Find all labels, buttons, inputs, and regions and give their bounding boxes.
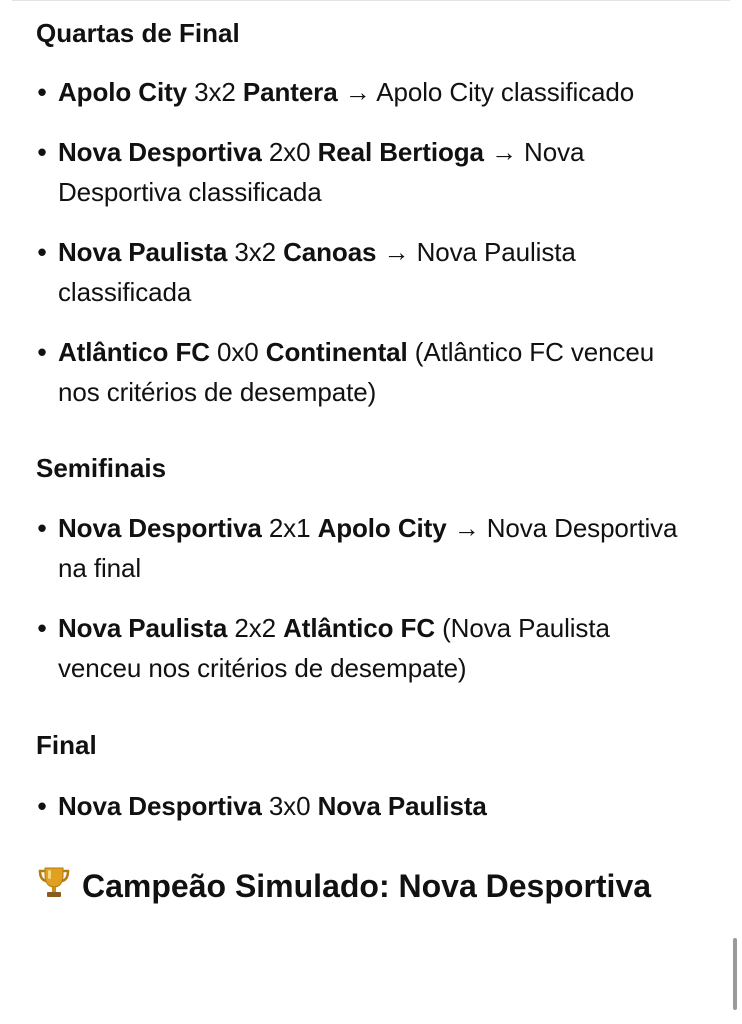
champion-text: Campeão Simulado: Nova Desportiva bbox=[82, 868, 652, 904]
team-name: Nova Paulista bbox=[317, 791, 487, 821]
section-heading-semifinais: Semifinais bbox=[36, 453, 167, 483]
match-score: 2x1 bbox=[268, 513, 311, 543]
match-item bbox=[36, 786, 696, 826]
arrow-icon: → bbox=[491, 137, 517, 167]
bullet: • bbox=[37, 791, 47, 821]
trophy-icon bbox=[36, 865, 72, 897]
match-note: Apolo City classificado bbox=[376, 77, 635, 107]
match-score: 0x0 bbox=[217, 337, 259, 367]
team-name: Nova Desportiva bbox=[58, 791, 262, 821]
section-heading-final: Final bbox=[36, 730, 97, 760]
top-divider bbox=[12, 0, 730, 1]
bullet: • bbox=[37, 137, 47, 167]
match-score: 3x2 bbox=[234, 237, 276, 267]
match-score: 3x0 bbox=[268, 791, 311, 821]
team-name: Real Bertioga bbox=[317, 137, 484, 167]
team-name: Apolo City bbox=[58, 77, 187, 107]
arrow-icon: → bbox=[453, 513, 480, 543]
match-note: Nova Paulista classificada bbox=[58, 237, 576, 307]
match-item bbox=[36, 232, 696, 312]
scrollbar[interactable] bbox=[733, 938, 737, 1010]
team-name: Apolo City bbox=[317, 513, 447, 543]
team-name: Atlântico FC bbox=[58, 337, 210, 367]
bullet: • bbox=[37, 513, 47, 543]
team-name: Nova Paulista bbox=[58, 613, 228, 643]
bullet: • bbox=[37, 237, 47, 267]
match-item bbox=[36, 72, 696, 112]
match-list-semifinais bbox=[36, 508, 696, 688]
match-note: (Nova Paulista venceu nos critérios de desempate) bbox=[58, 613, 610, 683]
bullet: • bbox=[37, 337, 47, 367]
team-name: Canoas bbox=[283, 237, 377, 267]
team-name: Continental bbox=[265, 337, 408, 367]
response-content bbox=[36, 14, 696, 909]
match-item bbox=[36, 132, 696, 212]
match-score: 3x2 bbox=[194, 77, 236, 107]
match-item bbox=[36, 332, 696, 412]
arrow-icon: → bbox=[383, 237, 410, 267]
match-note: Nova Desportiva classificada bbox=[58, 137, 585, 207]
match-score: 2x2 bbox=[234, 613, 276, 643]
match-list-final bbox=[36, 786, 696, 826]
match-score: 2x0 bbox=[268, 137, 311, 167]
team-name: Pantera bbox=[242, 77, 338, 107]
section-heading-quartas: Quartas de Final bbox=[36, 18, 240, 48]
match-item bbox=[36, 608, 696, 688]
match-list-quartas bbox=[36, 72, 696, 412]
team-name: Nova Desportiva bbox=[58, 137, 262, 167]
champion-heading bbox=[36, 864, 696, 909]
match-item bbox=[36, 508, 696, 588]
match-note: (Atlântico FC venceu nos critérios de desempate) bbox=[58, 337, 655, 407]
team-name: Atlântico FC bbox=[283, 613, 435, 643]
arrow-icon: → bbox=[344, 77, 371, 107]
bullet: • bbox=[37, 77, 47, 107]
team-name: Nova Desportiva bbox=[58, 513, 262, 543]
team-name: Nova Paulista bbox=[58, 237, 228, 267]
bullet: • bbox=[37, 613, 47, 643]
match-note: Nova Desportiva na final bbox=[58, 513, 678, 583]
